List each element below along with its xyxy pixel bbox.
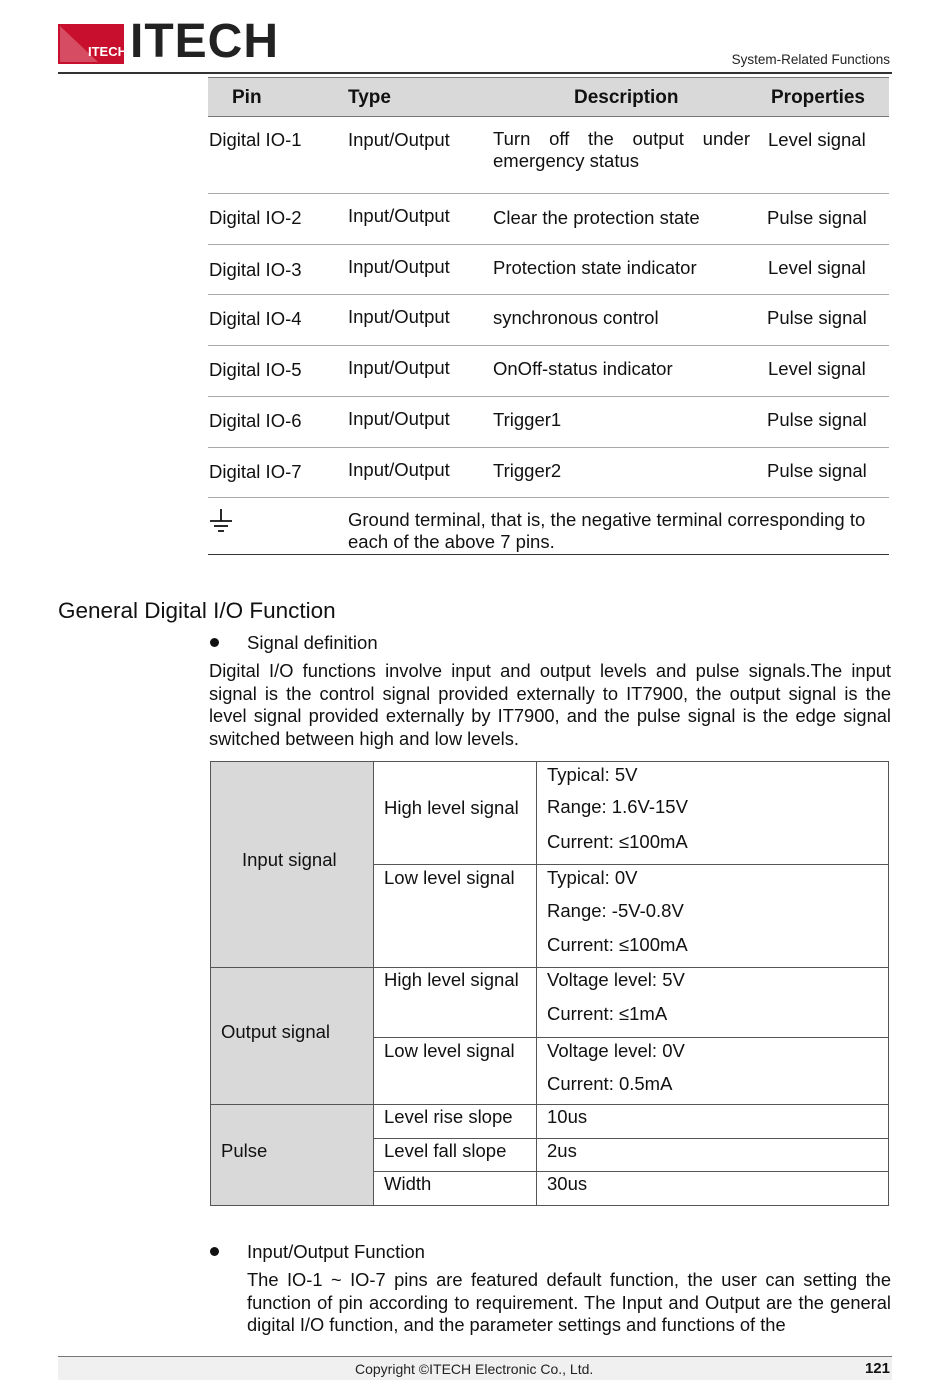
pin-property: Pulse signal xyxy=(767,307,867,328)
pin-description: Trigger2 xyxy=(493,460,562,481)
pin-name: Digital IO-6 xyxy=(209,410,302,431)
pin-type: Input/Output xyxy=(348,205,450,226)
pin-type: Input/Output xyxy=(348,357,450,378)
pin-description: Protection state indicator xyxy=(493,257,697,278)
section-title: General Digital I/O Function xyxy=(58,598,336,623)
pulse-fall-slope-value: 2us xyxy=(547,1140,577,1161)
pin-name: Digital IO-5 xyxy=(209,359,302,380)
output-high-current: Current: ≤1mA xyxy=(547,1003,668,1024)
table-row xyxy=(208,397,889,448)
pulse-rise-slope-value: 10us xyxy=(547,1106,588,1127)
table-row xyxy=(208,194,889,245)
pin-type: Input/Output xyxy=(348,129,450,150)
input-signal-label: Input signal xyxy=(242,849,337,870)
table-row xyxy=(208,448,889,498)
logo-badge-text: ITECH xyxy=(88,44,127,59)
col-header-description: Description xyxy=(574,87,679,108)
input-high-range: Range: 1.6V-15V xyxy=(547,796,688,817)
output-low-voltage: Voltage level: 0V xyxy=(547,1040,685,1061)
table-row xyxy=(208,346,889,397)
col-header-pin: Pin xyxy=(232,87,262,108)
pin-type: Input/Output xyxy=(348,256,450,277)
output-low-label-cell xyxy=(373,1037,537,1105)
header-rule xyxy=(58,72,892,74)
output-high-label-cell xyxy=(373,967,537,1038)
bullet-io-function: Input/Output Function xyxy=(247,1241,425,1262)
pin-description: OnOff-status indicator xyxy=(493,358,673,379)
pin-description: synchronous control xyxy=(493,307,659,328)
pin-name: Digital IO-2 xyxy=(209,207,302,228)
output-low-current: Current: 0.5mA xyxy=(547,1073,673,1094)
pin-property: Level signal xyxy=(768,257,866,278)
pin-property: Level signal xyxy=(768,358,866,379)
input-low-label: Low level signal xyxy=(384,867,515,888)
input-low-values-cell xyxy=(536,864,889,968)
pulse-row-name-cell xyxy=(373,1171,537,1206)
input-high-label-cell xyxy=(373,761,537,865)
input-high-values-cell xyxy=(536,761,889,865)
ground-description: Ground terminal, that is, the negative terminal corresponding to each of the above 7 pins. xyxy=(348,509,866,552)
pulse-row-name-cell xyxy=(373,1104,537,1139)
page-number: 121 xyxy=(864,1360,890,1377)
pulse-width-value: 30us xyxy=(547,1173,588,1194)
input-high-typical: Typical: 5V xyxy=(547,764,638,785)
pin-name: Digital IO-3 xyxy=(209,259,302,280)
pin-property: Pulse signal xyxy=(767,409,867,430)
pin-name: Digital IO-1 xyxy=(209,129,302,150)
pin-property: Level signal xyxy=(768,129,866,150)
pin-description: Trigger1 xyxy=(493,409,562,430)
pulse-width-label: Width xyxy=(384,1173,432,1194)
ground-row xyxy=(208,498,889,555)
pin-property: Pulse signal xyxy=(767,207,867,228)
pin-name: Digital IO-7 xyxy=(209,461,302,482)
output-high-voltage: Voltage level: 5V xyxy=(547,969,685,990)
signal-table xyxy=(210,761,889,1206)
input-low-label-cell xyxy=(373,864,537,968)
pin-description: Turn off the output under emergency status xyxy=(493,128,750,171)
pulse-row-value-cell xyxy=(536,1104,889,1139)
output-signal-cell xyxy=(210,967,374,1105)
pulse-fall-slope-label: Level fall slope xyxy=(384,1140,507,1161)
pin-property: Pulse signal xyxy=(767,460,867,481)
io-function-paragraph: The IO-1 ~ IO-7 pins are featured default function, the user can setting the function of pin according to requirement. The Input and Output are the general digital I/O function, and the parameter settings and functions of the xyxy=(247,1269,891,1336)
ground-icon xyxy=(209,508,233,534)
pulse-row-value-cell xyxy=(536,1171,889,1206)
input-signal-cell xyxy=(210,761,374,968)
bullet-icon xyxy=(210,638,219,647)
logo-text: ITECH xyxy=(130,15,279,68)
output-low-values-cell xyxy=(536,1037,889,1105)
pin-table-header xyxy=(208,77,889,117)
running-header: System-Related Functions xyxy=(731,52,890,67)
table-row xyxy=(208,295,889,346)
pin-type: Input/Output xyxy=(348,306,450,327)
input-low-current: Current: ≤100mA xyxy=(547,934,688,955)
pulse-cell xyxy=(210,1104,374,1206)
pulse-row-name-cell xyxy=(373,1138,537,1172)
table-row xyxy=(208,245,889,295)
pin-name: Digital IO-4 xyxy=(209,308,302,329)
bullet-signal-definition: Signal definition xyxy=(247,632,378,653)
pulse-label: Pulse xyxy=(221,1140,268,1161)
input-low-range: Range: -5V-0.8V xyxy=(547,900,684,921)
output-signal-label: Output signal xyxy=(221,1021,331,1042)
input-high-current: Current: ≤100mA xyxy=(547,831,688,852)
input-low-typical: Typical: 0V xyxy=(547,867,638,888)
signal-definition-paragraph: Digital I/O functions involve input and output levels and pulse signals.The input signal is the control signal provided externally to IT7900, the output signal is the level signal provided externally by IT7900, and the pulse signal is the edge signal switched between high and low levels. xyxy=(209,660,891,749)
input-high-label: High level signal xyxy=(384,797,519,818)
pin-type: Input/Output xyxy=(348,459,450,480)
output-high-label: High level signal xyxy=(384,969,519,990)
pin-type: Input/Output xyxy=(348,408,450,429)
footer-copyright: Copyright ©ITECH Electronic Co., Ltd. xyxy=(355,1361,594,1377)
pin-table xyxy=(208,77,889,555)
output-low-label: Low level signal xyxy=(384,1040,515,1061)
col-header-type: Type xyxy=(348,87,391,108)
table-row xyxy=(208,117,889,194)
col-header-properties: Properties xyxy=(771,87,865,108)
pin-description: Clear the protection state xyxy=(493,207,700,228)
pulse-rise-slope-label: Level rise slope xyxy=(384,1106,513,1127)
bullet-icon xyxy=(210,1247,219,1256)
pulse-row-value-cell xyxy=(536,1138,889,1172)
output-high-values-cell xyxy=(536,967,889,1038)
